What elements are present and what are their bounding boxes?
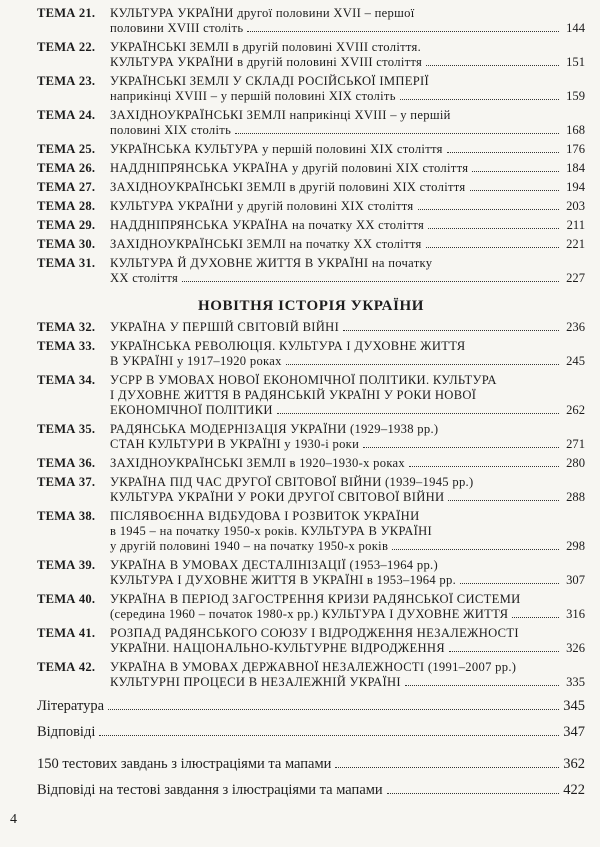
page-ref: 271 [566, 437, 585, 451]
appendix-line [37, 698, 585, 715]
topic-title-line [110, 218, 585, 233]
topic-title-text: КУЛЬТУРНІ ПРОЦЕСИ В НЕЗАЛЕЖНІЙ УКРАЇНІ [110, 675, 401, 689]
dot-leader [449, 651, 559, 652]
toc-entry[interactable] [37, 6, 585, 36]
topic-title-line [110, 607, 585, 622]
topic-title-text: РАДЯНСЬКА МОДЕРНІЗАЦІЯ УКРАЇНИ (1929–1938 рр.) [110, 422, 439, 436]
topic-title-line [110, 422, 585, 437]
topic-title-line [110, 437, 585, 452]
topic-title-line [110, 161, 585, 176]
dot-leader [447, 152, 559, 153]
dot-leader [448, 500, 559, 501]
toc-entry[interactable] [37, 660, 585, 690]
topic-label: ТЕМА 40. [37, 592, 96, 606]
topic-title-line [110, 403, 585, 418]
topic-title-text: ЗАХІДНОУКРАЇНСЬКІ ЗЕМЛІ в 1920–1930-х роках [110, 456, 406, 470]
page-ref: 307 [566, 573, 585, 587]
topic-title [110, 475, 585, 505]
topic-title-text: НАДДНІПРЯНСЬКА УКРАЇНА у другій половині XIX століття [110, 161, 469, 175]
dot-leader [418, 209, 559, 210]
page-ref: 280 [566, 456, 585, 470]
toc-group-modern [37, 320, 585, 690]
topic-label: ТЕМА 29. [37, 218, 96, 232]
topic-label: ТЕМА 37. [37, 475, 96, 489]
topic-title-text: УКРАЇНСЬКА КУЛЬТУРА у першій половині XIX століття [110, 142, 443, 156]
topic-title-line [110, 55, 585, 70]
topic-title-line [110, 89, 585, 104]
toc-entry[interactable] [37, 108, 585, 138]
topic-title-text: КУЛЬТУРА Й ДУХОВНЕ ЖИТТЯ В УКРАЇНІ на початку [110, 256, 433, 270]
page-ref: 159 [566, 89, 585, 103]
topic-title-text: у другій половині 1940 – на початку 1950-х років [110, 539, 389, 553]
dot-leader [286, 364, 559, 365]
toc-appendix-entry[interactable] [37, 698, 585, 720]
dot-leader [277, 413, 559, 414]
topic-title-text: УКРАЇНСЬКІ ЗЕМЛІ У СКЛАДІ РОСІЙСЬКОЇ ІМПЕРІЇ [110, 74, 430, 88]
topic-title-line [110, 539, 585, 554]
topic-title [110, 108, 585, 138]
page-ref: 422 [563, 782, 585, 798]
topic-title-line [110, 490, 585, 505]
topic-title-line [110, 142, 585, 157]
topic-title-line [110, 108, 585, 123]
topic-title-line [110, 626, 585, 641]
topic-title-text: половини XVIII століть [110, 21, 244, 35]
topic-title-line [110, 456, 585, 471]
topic-label: ТЕМА 22. [37, 40, 96, 54]
page-ref: 316 [566, 607, 585, 621]
topic-title-line [110, 21, 585, 36]
page-ref: 345 [563, 698, 585, 714]
page-ref: 144 [566, 21, 585, 35]
toc-group-appendices [37, 698, 585, 804]
appendix-title: Відповіді [37, 724, 96, 740]
topic-label: ТЕМА 28. [37, 199, 96, 213]
topic-title-text: РОЗПАД РАДЯНСЬКОГО СОЮЗУ І ВІДРОДЖЕННЯ НЕЗАЛЕЖНОСТІ [110, 626, 519, 640]
topic-label: ТЕМА 21. [37, 6, 96, 20]
page-ref: 227 [566, 271, 585, 285]
topic-title-text: В УКРАЇНІ у 1917–1920 роках [110, 354, 282, 368]
topic-title-text: УКРАЇНИ. НАЦІОНАЛЬНО-КУЛЬТУРНЕ ВІДРОДЖЕННЯ [110, 641, 445, 655]
topic-title [110, 320, 585, 335]
topic-label: ТЕМА 27. [37, 180, 96, 194]
topic-title-text: УКРАЇНА ПІД ЧАС ДРУГОЇ СВІТОВОЇ ВІЙНИ (1939–1945 рр.) [110, 475, 474, 489]
topic-title [110, 237, 585, 252]
topic-title-line [110, 388, 585, 403]
toc-appendix-entry[interactable] [37, 724, 585, 751]
page-ref: 176 [566, 142, 585, 156]
topic-title-text: УКРАЇНА В УМОВАХ ДЕСТАЛІНІЗАЦІЇ (1953–1964 рр.) [110, 558, 438, 572]
toc-entry[interactable] [37, 218, 585, 233]
toc-entry[interactable] [37, 40, 585, 70]
dot-leader [387, 793, 559, 794]
topic-title-text: ЕКОНОМІЧНОЇ ПОЛІТИКИ [110, 403, 273, 417]
topic-title [110, 218, 585, 233]
toc-entry[interactable] [37, 373, 585, 418]
toc-entry[interactable] [37, 339, 585, 369]
dot-leader [409, 466, 559, 467]
topic-title-text: І ДУХОВНЕ ЖИТТЯ В РАДЯНСЬКІЙ УКРАЇНІ У РОКИ НОВОЇ [110, 388, 477, 402]
toc-appendix-entry[interactable] [37, 756, 585, 779]
table-of-contents [37, 6, 585, 804]
appendix-title: Відповіді на тестові завдання з ілюстраціями та мапами [37, 782, 383, 798]
page-ref: 326 [566, 641, 585, 655]
topic-title [110, 199, 585, 214]
topic-title-line [110, 475, 585, 490]
page-ref: 262 [566, 403, 585, 417]
topic-title [110, 339, 585, 369]
topic-title-text: СТАН КУЛЬТУРИ В УКРАЇНІ у 1930-і роки [110, 437, 360, 451]
dot-leader [428, 228, 559, 229]
page-ref: 245 [566, 354, 585, 368]
topic-title [110, 373, 585, 418]
dot-leader [460, 583, 559, 584]
topic-title [110, 74, 585, 104]
dot-leader [108, 709, 559, 710]
page-ref: 335 [566, 675, 585, 689]
toc-group-early-modern [37, 6, 585, 286]
topic-title [110, 6, 585, 36]
topic-label: ТЕМА 32. [37, 320, 96, 334]
topic-title-text: КУЛЬТУРА УКРАЇНИ у другій половині XIX століття [110, 199, 414, 213]
page-ref: 151 [566, 55, 585, 69]
toc-entry[interactable] [37, 626, 585, 656]
toc-entry[interactable] [37, 256, 585, 286]
appendix-line [37, 756, 585, 773]
dot-leader [363, 447, 559, 448]
toc-entry[interactable] [37, 142, 585, 157]
page-ref: 211 [566, 218, 585, 232]
topic-title-text: КУЛЬТУРА І ДУХОВНЕ ЖИТТЯ В УКРАЇНІ в 1953–1964 рр. [110, 573, 457, 587]
topic-title-text: УСРР В УМОВАХ НОВОЇ ЕКОНОМІЧНОЇ ПОЛІТИКИ. КУЛЬТУРА [110, 373, 497, 387]
page-ref: 298 [566, 539, 585, 553]
topic-title-line [110, 641, 585, 656]
topic-title-text: КУЛЬТУРА УКРАЇНИ в другій половині XVIII століття [110, 55, 423, 69]
topic-title-text: КУЛЬТУРА УКРАЇНИ другої половини XVII – першої [110, 6, 415, 20]
appendix-title: Література [37, 698, 105, 714]
topic-label: ТЕМА 38. [37, 509, 96, 523]
topic-title [110, 40, 585, 70]
topic-title-text: УКРАЇНА В ПЕРІОД ЗАГОСТРЕННЯ КРИЗИ РАДЯНСЬКОЇ СИСТЕМИ [110, 592, 521, 606]
dot-leader [512, 617, 559, 618]
topic-title-text: в 1945 – на початку 1950-х років. КУЛЬТУРА В УКРАЇНІ [110, 524, 432, 538]
topic-title-line [110, 675, 585, 690]
topic-title [110, 626, 585, 656]
topic-title [110, 558, 585, 588]
topic-label: ТЕМА 25. [37, 142, 96, 156]
topic-label: ТЕМА 26. [37, 161, 96, 175]
topic-title [110, 422, 585, 452]
topic-title [110, 509, 585, 554]
topic-label: ТЕМА 35. [37, 422, 96, 436]
topic-title-line [110, 373, 585, 388]
topic-title-line [110, 339, 585, 354]
toc-appendix-entry[interactable] [37, 782, 585, 804]
topic-title-line [110, 123, 585, 138]
topic-title [110, 592, 585, 622]
page-ref: 362 [563, 756, 585, 772]
appendix-line [37, 782, 585, 799]
topic-label: ТЕМА 24. [37, 108, 96, 122]
dot-leader [182, 281, 559, 282]
toc-entry[interactable] [37, 199, 585, 214]
toc-entry[interactable] [37, 180, 585, 195]
topic-title [110, 456, 585, 471]
topic-label: ТЕМА 42. [37, 660, 96, 674]
toc-entry[interactable] [37, 592, 585, 622]
topic-title-line [110, 40, 585, 55]
topic-title [110, 660, 585, 690]
topic-title-text: УКРАЇНСЬКІ ЗЕМЛІ в другій половині XVIII століття. [110, 40, 422, 54]
topic-title-line [110, 558, 585, 573]
topic-title-text: УКРАЇНА В УМОВАХ ДЕРЖАВНОЇ НЕЗАЛЕЖНОСТІ (1991–2007 рр.) [110, 660, 517, 674]
toc-entry[interactable] [37, 475, 585, 505]
toc-entry[interactable] [37, 558, 585, 588]
topic-title-line [110, 199, 585, 214]
appendix-line [37, 724, 585, 741]
topic-label: ТЕМА 36. [37, 456, 96, 470]
topic-title-line [110, 660, 585, 675]
topic-title-line [110, 256, 585, 271]
topic-label: ТЕМА 41. [37, 626, 96, 640]
topic-title-line [110, 509, 585, 524]
dot-leader [400, 99, 559, 100]
page-number: 4 [10, 812, 17, 827]
topic-title-text: XX століття [110, 271, 179, 285]
dot-leader [426, 65, 559, 66]
toc-entry[interactable] [37, 74, 585, 104]
dot-leader [247, 31, 559, 32]
topic-title-text: НАДДНІПРЯНСЬКА УКРАЇНА на початку XX століття [110, 218, 425, 232]
topic-label: ТЕМА 39. [37, 558, 96, 572]
page-ref: 184 [566, 161, 585, 175]
page-ref: 168 [566, 123, 585, 137]
page-ref: 203 [566, 199, 585, 213]
dot-leader [470, 190, 559, 191]
toc-entry[interactable] [37, 320, 585, 335]
topic-label: ТЕМА 34. [37, 373, 96, 387]
dot-leader [335, 767, 559, 768]
dot-leader [99, 735, 559, 736]
topic-title-text: ЗАХІДНОУКРАЇНСЬКІ ЗЕМЛІ на початку XX століття [110, 237, 422, 251]
toc-entry[interactable] [37, 237, 585, 252]
appendix-title: 150 тестових завдань з ілюстраціями та мапами [37, 756, 332, 772]
topic-title-text: ЗАХІДНОУКРАЇНСЬКІ ЗЕМЛІ в другій половині XIX століття [110, 180, 466, 194]
topic-title-text: ПІСЛЯВОЄННА ВІДБУДОВА І РОЗВИТОК УКРАЇНИ [110, 509, 420, 523]
topic-label: ТЕМА 33. [37, 339, 96, 353]
topic-title-line [110, 573, 585, 588]
topic-title-text: УКРАЇНСЬКА РЕВОЛЮЦІЯ. КУЛЬТУРА І ДУХОВНЕ ЖИТТЯ [110, 339, 466, 353]
topic-title-text: половині XIX століть [110, 123, 232, 137]
topic-label: ТЕМА 30. [37, 237, 96, 251]
topic-title-text: КУЛЬТУРА УКРАЇНИ У РОКИ ДРУГОЇ СВІТОВОЇ ВІЙНИ [110, 490, 445, 504]
dot-leader [235, 133, 559, 134]
topic-title [110, 180, 585, 195]
section-title-modern-history: НОВІТНЯ ІСТОРІЯ УКРАЇНИ [197, 298, 425, 314]
toc-entry[interactable] [37, 456, 585, 471]
dot-leader [426, 247, 559, 248]
page-ref: 288 [566, 490, 585, 504]
topic-title-line [110, 592, 585, 607]
topic-title-text: (середина 1960 – початок 1980-х рр.) КУЛЬТУРА І ДУХОВНЕ ЖИТТЯ [110, 607, 509, 621]
topic-title [110, 161, 585, 176]
dot-leader [472, 171, 559, 172]
page-ref: 194 [566, 180, 585, 194]
topic-title-line [110, 271, 585, 286]
dot-leader [392, 549, 559, 550]
page-ref: 236 [566, 320, 585, 334]
topic-title-line [110, 320, 585, 335]
topic-title-line [110, 6, 585, 21]
page-ref: 347 [563, 724, 585, 740]
topic-label: ТЕМА 31. [37, 256, 96, 270]
dot-leader [343, 330, 559, 331]
topic-title [110, 142, 585, 157]
toc-entry[interactable] [37, 422, 585, 452]
topic-title-line [110, 180, 585, 195]
topic-title-line [110, 524, 585, 539]
dot-leader [405, 685, 559, 686]
topic-label: ТЕМА 23. [37, 74, 96, 88]
topic-title-text: наприкінці XVIII – у першій половині XIX століть [110, 89, 396, 103]
toc-entry[interactable] [37, 161, 585, 176]
toc-entry[interactable] [37, 509, 585, 554]
topic-title-text: УКРАЇНА У ПЕРШІЙ СВІТОВІЙ ВІЙНІ [110, 320, 340, 334]
topic-title-line [110, 354, 585, 369]
topic-title-text: ЗАХІДНОУКРАЇНСЬКІ ЗЕМЛІ наприкінці XVIII – у першій [110, 108, 451, 122]
topic-title-line [110, 74, 585, 89]
topic-title [110, 256, 585, 286]
page-ref: 221 [566, 237, 585, 251]
topic-title-line [110, 237, 585, 252]
